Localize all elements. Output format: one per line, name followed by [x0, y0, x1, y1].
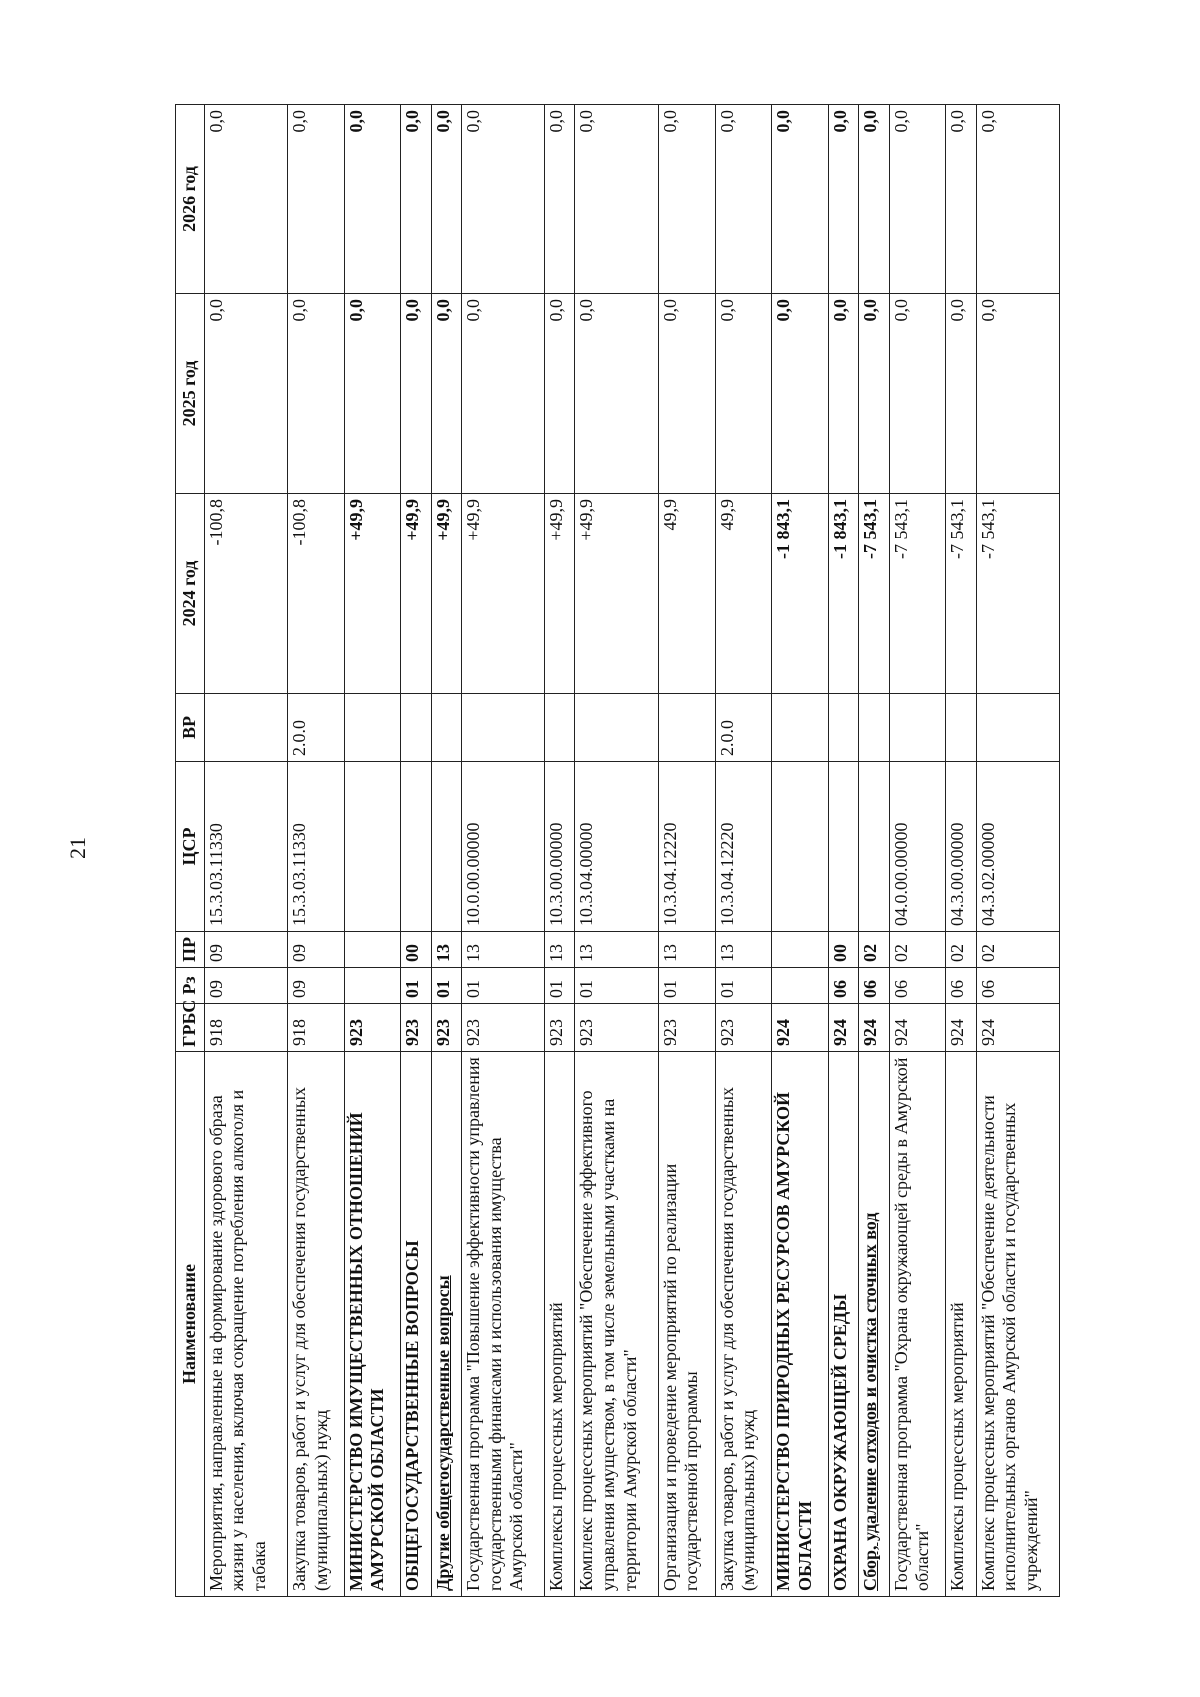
page-number: 21 — [65, 837, 90, 859]
cell-vr — [772, 694, 829, 762]
cell-vr — [461, 694, 544, 762]
cell-2024: -1 843,1 — [772, 494, 829, 694]
cell-2026: 0,0 — [976, 105, 1059, 294]
cell-vr — [946, 694, 976, 762]
table-row — [976, 105, 1059, 1597]
cell-2025: 0,0 — [204, 294, 287, 494]
table-row — [889, 105, 946, 1597]
cell-csr: 04.3.02.00000 — [976, 762, 1059, 932]
cell-vr — [545, 694, 575, 762]
cell-2024: 49,9 — [715, 494, 772, 694]
cell-grbs: 923 — [431, 1004, 461, 1052]
cell-name: Организация и проведение мероприятий по реализации государственной программы — [658, 1052, 715, 1597]
cell-2026: 0,0 — [575, 105, 658, 294]
header-rz: Рз — [176, 968, 205, 1004]
cell-vr — [859, 694, 889, 762]
cell-2026: 0,0 — [344, 105, 401, 294]
cell-2025: 0,0 — [889, 294, 946, 494]
table-header-row — [176, 105, 205, 1597]
cell-pr: 09 — [287, 932, 344, 968]
cell-rz: 01 — [401, 968, 431, 1004]
cell-rz: 01 — [715, 968, 772, 1004]
cell-grbs: 923 — [715, 1004, 772, 1052]
cell-rz: 06 — [829, 968, 859, 1004]
cell-vr — [829, 694, 859, 762]
cell-grbs: 923 — [575, 1004, 658, 1052]
cell-grbs: 924 — [772, 1004, 829, 1052]
cell-pr — [344, 932, 401, 968]
cell-name: Комплекс процессных мероприятий "Обеспечение деятельности исполнительных органов Амурской области и государственных учреждений" — [976, 1052, 1059, 1597]
cell-vr — [575, 694, 658, 762]
cell-rz: 06 — [859, 968, 889, 1004]
cell-name: Комплексы процессных мероприятий — [946, 1052, 976, 1597]
cell-name: Государственная программа "Охрана окружающей среды в Амурской области" — [889, 1052, 946, 1597]
cell-csr — [772, 762, 829, 932]
cell-vr — [401, 694, 431, 762]
cell-2025: 0,0 — [344, 294, 401, 494]
cell-pr: 13 — [575, 932, 658, 968]
cell-2024: +49,9 — [575, 494, 658, 694]
cell-name: Сбор, удаление отходов и очистка сточных вод — [859, 1052, 889, 1597]
cell-2025: 0,0 — [545, 294, 575, 494]
cell-pr: 13 — [658, 932, 715, 968]
cell-2024: -1 843,1 — [829, 494, 859, 694]
cell-pr — [772, 932, 829, 968]
cell-rz — [344, 968, 401, 1004]
budget-table — [175, 104, 1060, 1597]
cell-rz: 06 — [946, 968, 976, 1004]
cell-rz: 01 — [575, 968, 658, 1004]
cell-rz: 09 — [287, 968, 344, 1004]
cell-vr — [976, 694, 1059, 762]
cell-2024: +49,9 — [461, 494, 544, 694]
cell-2024: -7 543,1 — [859, 494, 889, 694]
cell-name: ОХРАНА ОКРУЖАЮЩЕЙ СРЕДЫ — [829, 1052, 859, 1597]
cell-2026: 0,0 — [772, 105, 829, 294]
cell-grbs: 924 — [976, 1004, 1059, 1052]
cell-pr: 02 — [889, 932, 946, 968]
cell-csr: 10.3.04.00000 — [575, 762, 658, 932]
cell-2024: -100,8 — [204, 494, 287, 694]
cell-rz: 01 — [545, 968, 575, 1004]
table-row — [545, 105, 575, 1597]
cell-2024: +49,9 — [431, 494, 461, 694]
cell-grbs: 924 — [829, 1004, 859, 1052]
cell-csr: 15.3.03.11330 — [287, 762, 344, 932]
header-csr: ЦСР — [176, 762, 205, 932]
header-2024: 2024 год — [176, 494, 205, 694]
table-row — [287, 105, 344, 1597]
cell-pr: 13 — [461, 932, 544, 968]
header-2026: 2026 год — [176, 105, 205, 294]
cell-csr — [431, 762, 461, 932]
cell-pr: 00 — [401, 932, 431, 968]
cell-name: Комплекс процессных мероприятий "Обеспечение эффективного управления имуществом, в том числе земельными участками на территории Амурской области" — [575, 1052, 658, 1597]
table-row — [431, 105, 461, 1597]
header-grbs: ГРБС — [176, 1004, 205, 1052]
cell-vr: 2.0.0 — [715, 694, 772, 762]
header-2025: 2025 год — [176, 294, 205, 494]
cell-2026: 0,0 — [946, 105, 976, 294]
cell-name: МИНИСТЕРСТВО ПРИРОДНЫХ РЕСУРСОВ АМУРСКОЙ ОБЛАСТИ — [772, 1052, 829, 1597]
cell-grbs: 923 — [658, 1004, 715, 1052]
table-row — [829, 105, 859, 1597]
cell-csr — [401, 762, 431, 932]
table-row — [204, 105, 287, 1597]
cell-2026: 0,0 — [889, 105, 946, 294]
rotated-table-container — [175, 105, 1060, 1597]
cell-2025: 0,0 — [829, 294, 859, 494]
cell-csr: 04.3.00.00000 — [946, 762, 976, 932]
table-row — [344, 105, 401, 1597]
cell-grbs: 918 — [204, 1004, 287, 1052]
cell-vr — [431, 694, 461, 762]
cell-2024: -7 543,1 — [946, 494, 976, 694]
cell-pr: 02 — [946, 932, 976, 968]
header-name: Наименование — [176, 1052, 205, 1597]
cell-rz: 01 — [461, 968, 544, 1004]
cell-2025: 0,0 — [431, 294, 461, 494]
cell-vr — [344, 694, 401, 762]
cell-csr — [859, 762, 889, 932]
cell-2025: 0,0 — [976, 294, 1059, 494]
cell-2026: 0,0 — [401, 105, 431, 294]
cell-2024: -100,8 — [287, 494, 344, 694]
cell-2026: 0,0 — [287, 105, 344, 294]
cell-grbs: 918 — [287, 1004, 344, 1052]
cell-2024: +49,9 — [545, 494, 575, 694]
cell-vr: 2.0.0 — [287, 694, 344, 762]
cell-grbs: 924 — [859, 1004, 889, 1052]
cell-grbs: 923 — [545, 1004, 575, 1052]
cell-csr: 10.0.00.00000 — [461, 762, 544, 932]
cell-rz: 09 — [204, 968, 287, 1004]
cell-2026: 0,0 — [859, 105, 889, 294]
table-row — [461, 105, 544, 1597]
cell-csr: 10.3.04.12220 — [715, 762, 772, 932]
cell-pr: 13 — [431, 932, 461, 968]
cell-csr — [344, 762, 401, 932]
cell-name: Мероприятия, направленные на формирование здорового образа жизни у населения, включая сокращение потребления алкоголя и табака — [204, 1052, 287, 1597]
cell-2025: 0,0 — [401, 294, 431, 494]
table-row — [859, 105, 889, 1597]
table-row — [658, 105, 715, 1597]
cell-name: ОБЩЕГОСУДАРСТВЕННЫЕ ВОПРОСЫ — [401, 1052, 431, 1597]
cell-pr: 02 — [976, 932, 1059, 968]
cell-2024: +49,9 — [401, 494, 431, 694]
cell-csr: 10.3.00.00000 — [545, 762, 575, 932]
cell-pr: 13 — [545, 932, 575, 968]
cell-2025: 0,0 — [658, 294, 715, 494]
cell-rz: 06 — [976, 968, 1059, 1004]
cell-grbs: 923 — [401, 1004, 431, 1052]
cell-grbs: 923 — [461, 1004, 544, 1052]
cell-pr: 00 — [829, 932, 859, 968]
cell-name: МИНИСТЕРСТВО ИМУЩЕСТВЕННЫХ ОТНОШЕНИЙ АМУРСКОЙ ОБЛАСТИ — [344, 1052, 401, 1597]
cell-rz: 01 — [658, 968, 715, 1004]
table-row — [401, 105, 431, 1597]
cell-2026: 0,0 — [461, 105, 544, 294]
cell-pr: 09 — [204, 932, 287, 968]
cell-2026: 0,0 — [658, 105, 715, 294]
table-row — [946, 105, 976, 1597]
cell-name: Закупка товаров, работ и услуг для обеспечения государственных (муниципальных) нужд — [287, 1052, 344, 1597]
cell-grbs: 923 — [344, 1004, 401, 1052]
cell-rz — [772, 968, 829, 1004]
cell-pr: 13 — [715, 932, 772, 968]
table-row — [772, 105, 829, 1597]
cell-csr: 10.3.04.12220 — [658, 762, 715, 932]
cell-2025: 0,0 — [715, 294, 772, 494]
cell-name: Другие общегосударственные вопросы — [431, 1052, 461, 1597]
cell-2026: 0,0 — [545, 105, 575, 294]
cell-pr: 02 — [859, 932, 889, 968]
cell-vr — [658, 694, 715, 762]
cell-2026: 0,0 — [431, 105, 461, 294]
cell-rz: 01 — [431, 968, 461, 1004]
cell-csr: 15.3.03.11330 — [204, 762, 287, 932]
cell-vr — [204, 694, 287, 762]
cell-2026: 0,0 — [829, 105, 859, 294]
cell-name: Государственная программа "Повышение эффективности управления государственными финансами и использования имущества Амурской области" — [461, 1052, 544, 1597]
table-row — [715, 105, 772, 1597]
cell-2025: 0,0 — [461, 294, 544, 494]
cell-2024: +49,9 — [344, 494, 401, 694]
cell-2024: -7 543,1 — [976, 494, 1059, 694]
cell-2024: 49,9 — [658, 494, 715, 694]
cell-vr — [889, 694, 946, 762]
cell-csr: 04.0.00.00000 — [889, 762, 946, 932]
cell-2024: -7 543,1 — [889, 494, 946, 694]
cell-2025: 0,0 — [946, 294, 976, 494]
header-pr: ПР — [176, 932, 205, 968]
cell-2025: 0,0 — [287, 294, 344, 494]
cell-grbs: 924 — [889, 1004, 946, 1052]
cell-2026: 0,0 — [204, 105, 287, 294]
cell-name: Комплексы процессных мероприятий — [545, 1052, 575, 1597]
cell-name: Закупка товаров, работ и услуг для обеспечения государственных (муниципальных) нужд — [715, 1052, 772, 1597]
cell-csr — [829, 762, 859, 932]
header-vr: ВР — [176, 694, 205, 762]
table-row — [575, 105, 658, 1597]
cell-2025: 0,0 — [772, 294, 829, 494]
cell-2026: 0,0 — [715, 105, 772, 294]
cell-rz: 06 — [889, 968, 946, 1004]
cell-grbs: 924 — [946, 1004, 976, 1052]
cell-2025: 0,0 — [575, 294, 658, 494]
cell-2025: 0,0 — [859, 294, 889, 494]
